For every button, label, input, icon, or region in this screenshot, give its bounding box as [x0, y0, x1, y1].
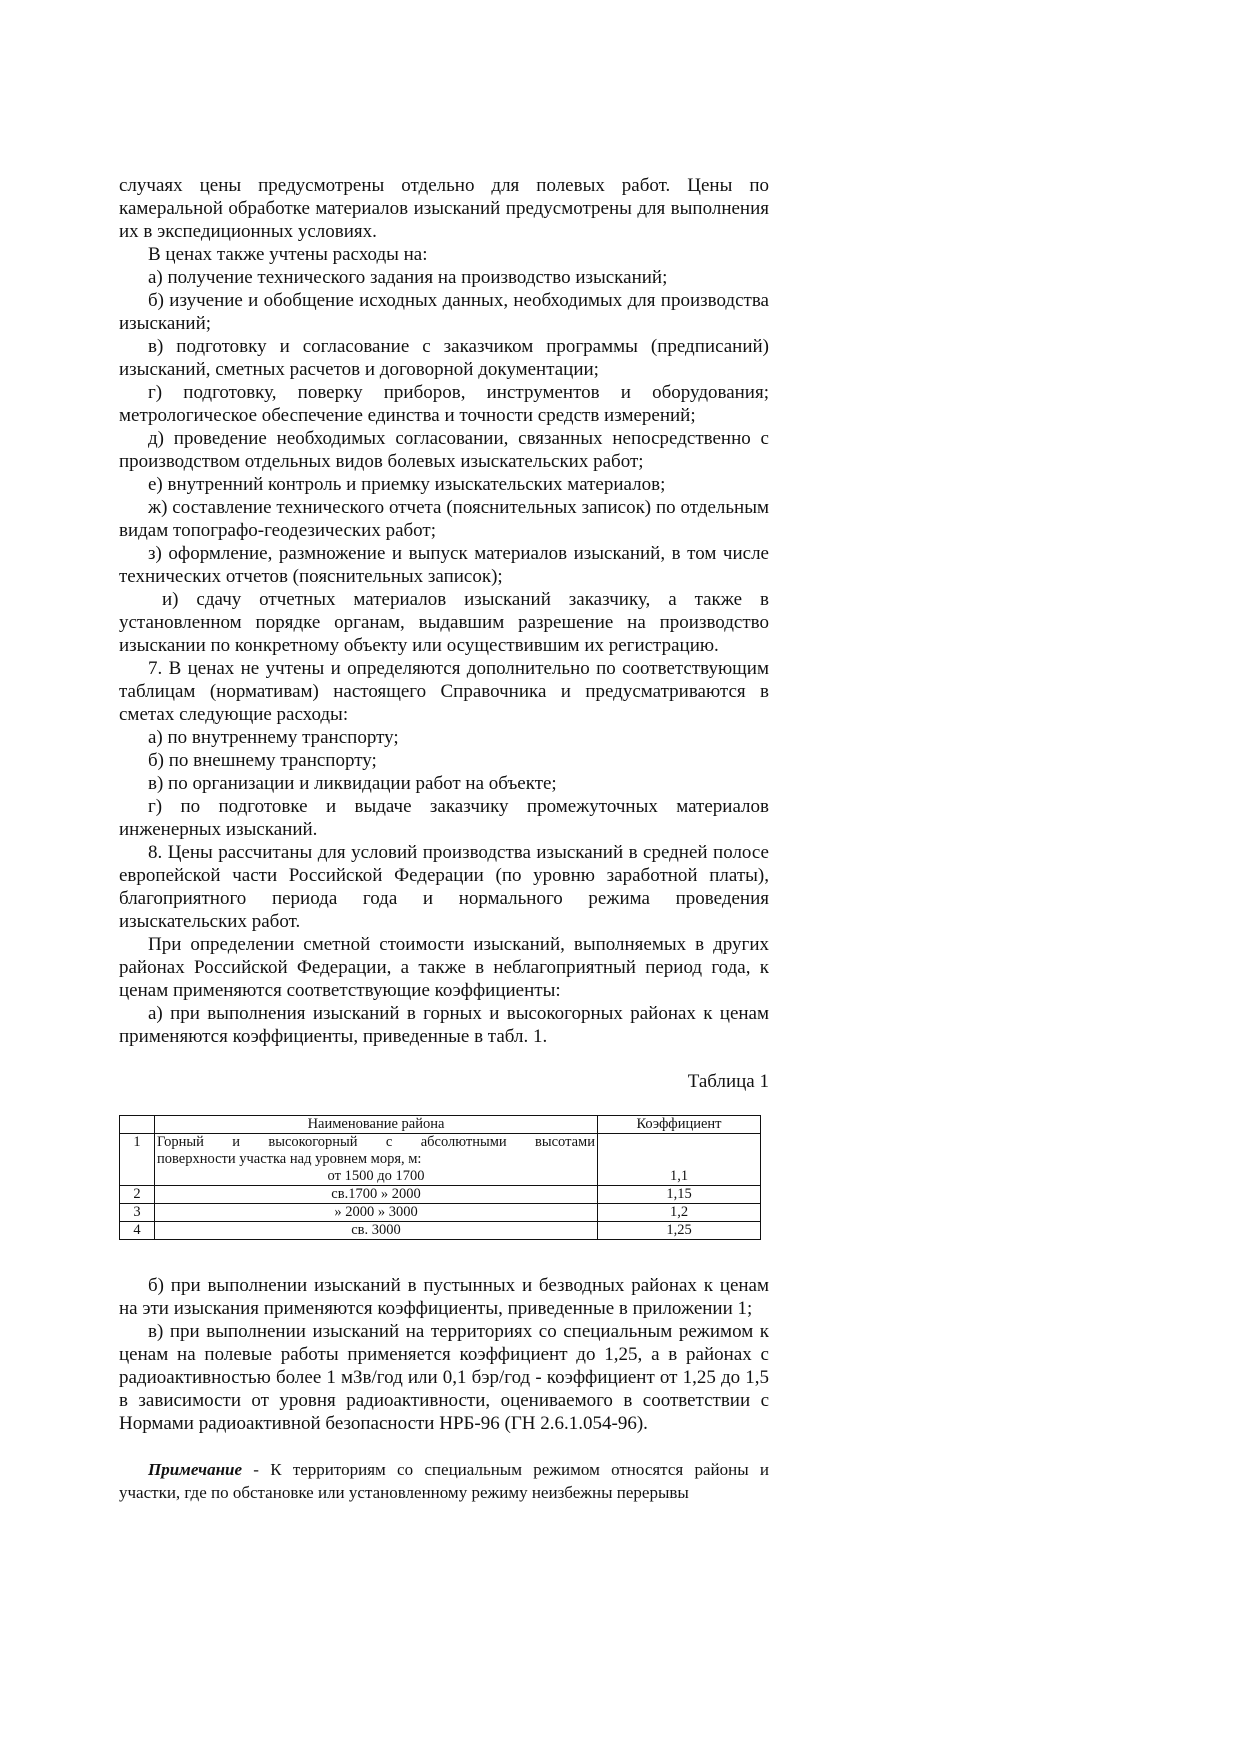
list-item-b: б) изучение и обобщение исходных данных, необходимых для производства изысканий;: [119, 290, 769, 334]
row-name: св.1700 » 2000: [155, 1186, 598, 1204]
row-num: 2: [120, 1186, 155, 1204]
paragraph-special-regime: в) при выполнении изысканий на территориях со специальным режимом к ценам на полевые работы применяется коэффициент до 1,25, а в районах с радиоактивностью более 1 мЗв/год или 0,1 бэр/год - коэффициент от 1,25 до 1,5 в зависимости от уровня радиоактивности, оцениваемого в соответствии с Нормами радиоактивной безопасности НРБ-96 (ГН 2.6.1.054-96).: [119, 1321, 769, 1434]
list-item-7v: в) по организации и ликвидации работ на объекте;: [148, 773, 557, 794]
document-page: [119, 174, 769, 1504]
paragraph-cost-determination: При определении сметной стоимости изысканий, выполняемых в других районах Российской Федерации, а также в неблагоприятный период года, к ценам применяются соответствующие коэффициенты:: [119, 934, 769, 1001]
header-name: Наименование района: [155, 1116, 598, 1134]
table-row: [120, 1186, 761, 1204]
list-item-g: г) подготовку, поверку приборов, инструментов и оборудования; метрологическое обеспечение единства и точности средств измерений;: [119, 382, 769, 426]
note-label: Примечание: [148, 1460, 243, 1479]
list-item-zh: ж) составление технического отчета (пояснительных записок) по отдельным видам топографо-геодезических работ;: [119, 497, 769, 541]
table-row: [120, 1204, 761, 1222]
row-name: » 2000 » 3000: [155, 1204, 598, 1222]
row-num: 4: [120, 1222, 155, 1240]
paragraph-expenses-intro: В ценах также учтены расходы на:: [148, 244, 428, 265]
row-num: 1: [120, 1134, 155, 1186]
coefficient-table: [119, 1115, 761, 1240]
note-text: - К территориям со специальным режимом относятся районы и участки, где по обстановке или установленному режиму неизбежны перерывы: [119, 1460, 769, 1502]
list-item-a: а) получение технического задания на производство изысканий;: [148, 267, 668, 288]
note-paragraph: [119, 1458, 769, 1504]
row-name-sub: от 1500 до 1700: [327, 1168, 425, 1184]
table-row: [120, 1134, 761, 1186]
row-coef: 1,1: [598, 1134, 761, 1186]
list-item-7a: а) по внутреннему транспорту;: [148, 727, 399, 748]
paragraph-section-8: 8. Цены рассчитаны для условий производства изысканий в средней полосе европейской части Российской Федерации (по уровню заработной платы), благоприятного периода года и нормального режима проведения изыскательских работ.: [119, 842, 769, 932]
row-name: [155, 1134, 598, 1186]
header-num: [120, 1116, 155, 1134]
header-coef: Коэффициент: [598, 1116, 761, 1134]
row-name-line2: поверхности участка над уровнем моря, м:: [157, 1151, 422, 1167]
list-item-v: в) подготовку и согласование с заказчиком программы (предписаний) изысканий, сметных расчетов и договорной документации;: [119, 336, 769, 380]
row-name: св. 3000: [155, 1222, 598, 1240]
list-item-z: з) оформление, размножение и выпуск материалов изысканий, в том числе технических отчетов (пояснительных записок);: [119, 543, 769, 587]
list-item-i: и) сдачу отчетных материалов изысканий заказчику, а также в установленном порядке органам, выдавшим разрешение на производство изыскании по конкретному объекту или осуществившим их регистрацию.: [119, 589, 769, 656]
paragraph-section-7: 7. В ценах не учтены и определяются дополнительно по соответствующим таблицам (нормативам) настоящего Справочника и предусматриваются в сметах следующие расходы:: [119, 658, 769, 725]
row-coef: 1,2: [598, 1204, 761, 1222]
list-item-d: д) проведение необходимых согласовании, связанных непосредственно с производством отдельных видов болевых изыскательских работ;: [119, 428, 769, 472]
table-caption: Таблица 1: [687, 1071, 769, 1092]
row-name-line1: Горный и высокогорный с абсолютными высотами: [157, 1134, 595, 1150]
list-item-7b: б) по внешнему транспорту;: [148, 750, 377, 771]
paragraph-continuation: случаях цены предусмотрены отдельно для полевых работ. Цены по камеральной обработке материалов изысканий предусмотрены для выполнения их в экспедиционных условиях.: [119, 175, 769, 242]
paragraph-desert-regions: б) при выполнении изысканий в пустынных и безводных районах к ценам на эти изыскания применяются коэффициенты, приведенные в приложении 1;: [119, 1275, 769, 1319]
row-coef: 1,15: [598, 1186, 761, 1204]
table-header-row: [120, 1116, 761, 1134]
list-item-8a: а) при выполнения изысканий в горных и высокогорных районах к ценам применяются коэффициенты, приведенные в табл. 1.: [119, 1003, 769, 1047]
list-item-e: е) внутренний контроль и приемку изыскательских материалов;: [148, 474, 666, 495]
row-coef: 1,25: [598, 1222, 761, 1240]
table-row: [120, 1222, 761, 1240]
row-num: 3: [120, 1204, 155, 1222]
list-item-7g: г) по подготовке и выдаче заказчику промежуточных материалов инженерных изысканий.: [119, 796, 769, 840]
